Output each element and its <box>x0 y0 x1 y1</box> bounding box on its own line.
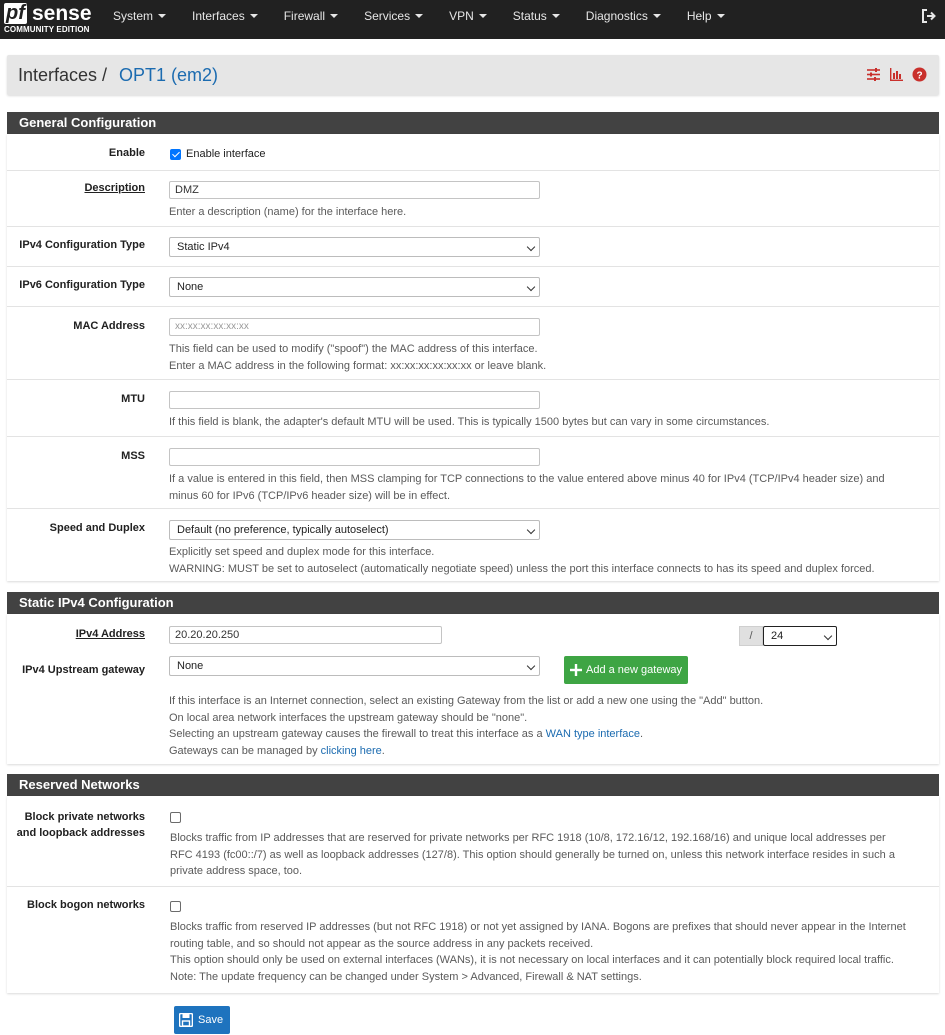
mss-input[interactable] <box>169 448 540 466</box>
menu-firewall[interactable] <box>271 0 351 39</box>
menu-label: Interfaces <box>192 9 245 23</box>
ipv6-type-select[interactable] <box>169 277 540 297</box>
mtu-help: If this field is blank, the adapter's default MTU will be used. This is typically 1500 bytes but can vary in some circumstances. <box>169 416 770 428</box>
mac-address-input[interactable]: xx:xx:xx:xx:xx:xx <box>169 318 540 336</box>
gateway-help-2: On local area network interfaces the upstream gateway should be "none". <box>169 711 528 724</box>
menu-label: Diagnostics <box>585 9 648 23</box>
chevron-down-icon <box>824 632 832 640</box>
mac-address-help-1: This field can be used to modify ("spoof") the MAC address of this interface. <box>169 343 538 355</box>
ipv4-address-label-text: IPv4 Address <box>75 628 145 640</box>
breadcrumb <box>7 55 939 95</box>
row-mtu <box>7 379 939 437</box>
row-block-bogon <box>7 886 939 993</box>
gateway-help-3 <box>169 726 643 743</box>
wan-type-link[interactable]: WAN type interface <box>545 728 641 740</box>
ipv6-type-label: IPv6 Configuration Type <box>19 279 145 291</box>
general-config-panel <box>7 134 939 581</box>
gateway-help-1: If this interface is an Internet connection, select an existing Gateway from the list or add a new one using the "Add" button. <box>169 695 764 707</box>
reserved-networks-heading: Reserved Networks <box>7 774 939 796</box>
general-config-heading: General Configuration <box>7 112 939 134</box>
gateway-help-3-end: . <box>640 728 644 740</box>
help-circle-icon[interactable] <box>912 67 927 82</box>
mac-address-label: MAC Address <box>73 320 145 332</box>
mss-label: MSS <box>121 450 145 462</box>
caret-down-icon <box>717 14 725 18</box>
menu-label: VPN <box>449 9 474 23</box>
speed-duplex-help-1: Explicitly set speed and duplex mode for this interface. <box>169 546 435 558</box>
static-ipv4-panel <box>7 614 939 764</box>
bar-chart-icon[interactable] <box>889 67 904 82</box>
block-bogon-help-4: Note: The update frequency can be changed under System > Advanced, Firewall & NAT settings. <box>170 970 642 983</box>
gateways-link[interactable]: clicking here <box>320 744 382 757</box>
description-help: Enter a description (name) for the interface here. <box>169 206 407 218</box>
breadcrumb-actions <box>866 67 927 82</box>
ipv4-type-label: IPv4 Configuration Type <box>19 239 145 251</box>
block-private-label-2: and loopback addresses <box>16 827 145 839</box>
logo-pf-mark: pf <box>6 2 25 24</box>
row-speed-duplex <box>7 508 939 581</box>
gateway-help-4 <box>169 743 385 760</box>
floppy-disk-icon <box>179 1013 193 1027</box>
row-block-private <box>7 796 939 887</box>
enable-interface-label[interactable]: Enable interface <box>186 148 266 160</box>
block-private-label-1: Block private networks <box>24 811 145 823</box>
logout-icon[interactable] <box>921 8 937 24</box>
caret-down-icon <box>158 14 166 18</box>
mac-address-help-2: Enter a MAC address in the following format: xx:xx:xx:xx:xx:xx or leave blank. <box>169 359 547 372</box>
enable-label: Enable <box>108 147 145 159</box>
ipv4-gateway-label: IPv4 Upstream gateway <box>22 664 145 676</box>
ipv4-address-label <box>7 628 145 640</box>
menu-label: Help <box>686 9 712 23</box>
mtu-label: MTU <box>121 393 145 405</box>
menu-status[interactable] <box>500 0 573 39</box>
menu-system[interactable] <box>100 0 179 39</box>
row-ipv4-type <box>7 226 939 267</box>
ipv4-type-value: Static IPv4 <box>177 241 230 253</box>
logo-sense-mark: sense <box>32 2 92 25</box>
cidr-select[interactable] <box>763 626 837 646</box>
chevron-down-icon <box>527 243 535 251</box>
logo-edition: COMMUNITY EDITION <box>4 25 90 34</box>
caret-down-icon <box>330 14 338 18</box>
menu-vpn[interactable] <box>436 0 500 39</box>
breadcrumb-parent[interactable]: Interfaces / <box>18 65 108 85</box>
mtu-input[interactable] <box>169 391 540 409</box>
save-button[interactable] <box>174 1006 230 1034</box>
block-bogon-help-1: Blocks traffic from reserved IP addresses (but not RFC 1918) or not yet assigned by IANA. Bogons are prefixes that should never appear in the Internet <box>170 921 906 933</box>
row-enable <box>7 134 939 171</box>
caret-down-icon <box>653 14 661 18</box>
breadcrumb-current[interactable]: OPT1 (em2) <box>119 65 219 85</box>
row-mac-address <box>7 306 939 380</box>
description-label <box>7 182 145 194</box>
chevron-down-icon <box>527 283 535 291</box>
row-ipv4-gateway <box>7 650 939 764</box>
speed-duplex-select[interactable] <box>169 520 540 540</box>
block-bogon-checkbox[interactable] <box>170 901 181 912</box>
speed-duplex-value: Default (no preference, typically autoselect) <box>177 524 389 536</box>
block-private-label <box>7 809 145 841</box>
row-ipv4-address <box>7 614 939 650</box>
caret-down-icon <box>415 14 423 18</box>
sliders-icon[interactable] <box>866 67 881 82</box>
chevron-down-icon <box>527 526 535 534</box>
menu-interfaces[interactable] <box>179 0 271 39</box>
main-menu <box>100 0 738 39</box>
ipv4-address-input[interactable]: 20.20.20.250 <box>169 626 442 644</box>
block-private-checkbox[interactable] <box>170 812 181 823</box>
block-private-help-2: RFC 4193 (fc00::/7) as well as loopback addresses (127/8). This option should generally be turned on, unless this network interface resides in such a <box>170 848 895 861</box>
caret-down-icon <box>250 14 258 18</box>
menu-services[interactable] <box>351 0 436 39</box>
pfsense-logo[interactable] <box>2 3 92 37</box>
mss-help-2: minus 60 for IPv6 (TCP/IPv6 header size) will be in effect. <box>169 489 451 502</box>
ipv4-gateway-value: None <box>177 660 204 672</box>
add-gateway-button[interactable] <box>564 656 688 684</box>
chevron-down-icon <box>527 662 535 670</box>
description-input[interactable]: DMZ <box>169 181 540 199</box>
ipv4-type-select[interactable] <box>169 237 540 257</box>
save-label: Save <box>198 1014 224 1026</box>
cidr-value: 24 <box>771 630 784 642</box>
row-description <box>7 170 939 227</box>
block-bogon-label: Block bogon networks <box>27 899 145 911</box>
top-navbar <box>0 0 945 39</box>
menu-diagnostics[interactable] <box>573 0 674 39</box>
reserved-networks-panel <box>7 796 939 993</box>
plus-icon <box>570 664 582 676</box>
description-label-text: Description <box>84 182 145 194</box>
speed-duplex-label: Speed and Duplex <box>49 522 145 534</box>
menu-label: Services <box>364 9 411 23</box>
cidr-separator: / <box>739 626 763 646</box>
gateway-help-4-text: Gateways can be managed by <box>169 744 321 757</box>
add-gateway-label: Add a new gateway <box>586 664 683 676</box>
menu-label: Status <box>512 9 547 23</box>
gateway-help-3-text: Selecting an upstream gateway causes the firewall to treat this interface as a <box>169 728 546 740</box>
row-ipv6-type <box>7 266 939 307</box>
static-ipv4-heading: Static IPv4 Configuration <box>7 592 939 614</box>
menu-label: Firewall <box>283 9 326 23</box>
mss-help-1: If a value is entered in this field, then MSS clamping for TCP connections to the value entered above minus 40 for IPv4 (TCP/IPv4 header size) and <box>169 473 885 485</box>
speed-duplex-help-2: WARNING: MUST be set to autoselect (automatically negotiate speed) unless the port this interface connects to has its speed and duplex forced. <box>169 562 875 575</box>
ipv4-gateway-select[interactable] <box>169 656 540 676</box>
ipv6-type-value: None <box>177 281 204 293</box>
gateway-help-4-end: . <box>381 744 385 757</box>
block-private-help-1: Blocks traffic from IP addresses that are reserved for private networks per RFC 1918 (10/8, 172.16/12, 192.168/16) and unique local addresses per <box>170 832 886 844</box>
enable-interface-checkbox[interactable] <box>170 149 181 160</box>
caret-down-icon <box>479 14 487 18</box>
block-bogon-help-2: routing table, and so should not appear as the source address in any packets received. <box>170 937 594 950</box>
caret-down-icon <box>552 14 560 18</box>
svg-text:?: ? <box>916 70 923 82</box>
block-bogon-help-3: This option should only be used on external interfaces (WANs), it is not necessary on local interfaces and it can potentially block required local traffic. <box>170 954 894 966</box>
block-private-help-3: private address space, too. <box>170 865 303 877</box>
row-mss <box>7 436 939 509</box>
menu-help[interactable] <box>674 0 738 39</box>
menu-label: System <box>113 9 154 23</box>
